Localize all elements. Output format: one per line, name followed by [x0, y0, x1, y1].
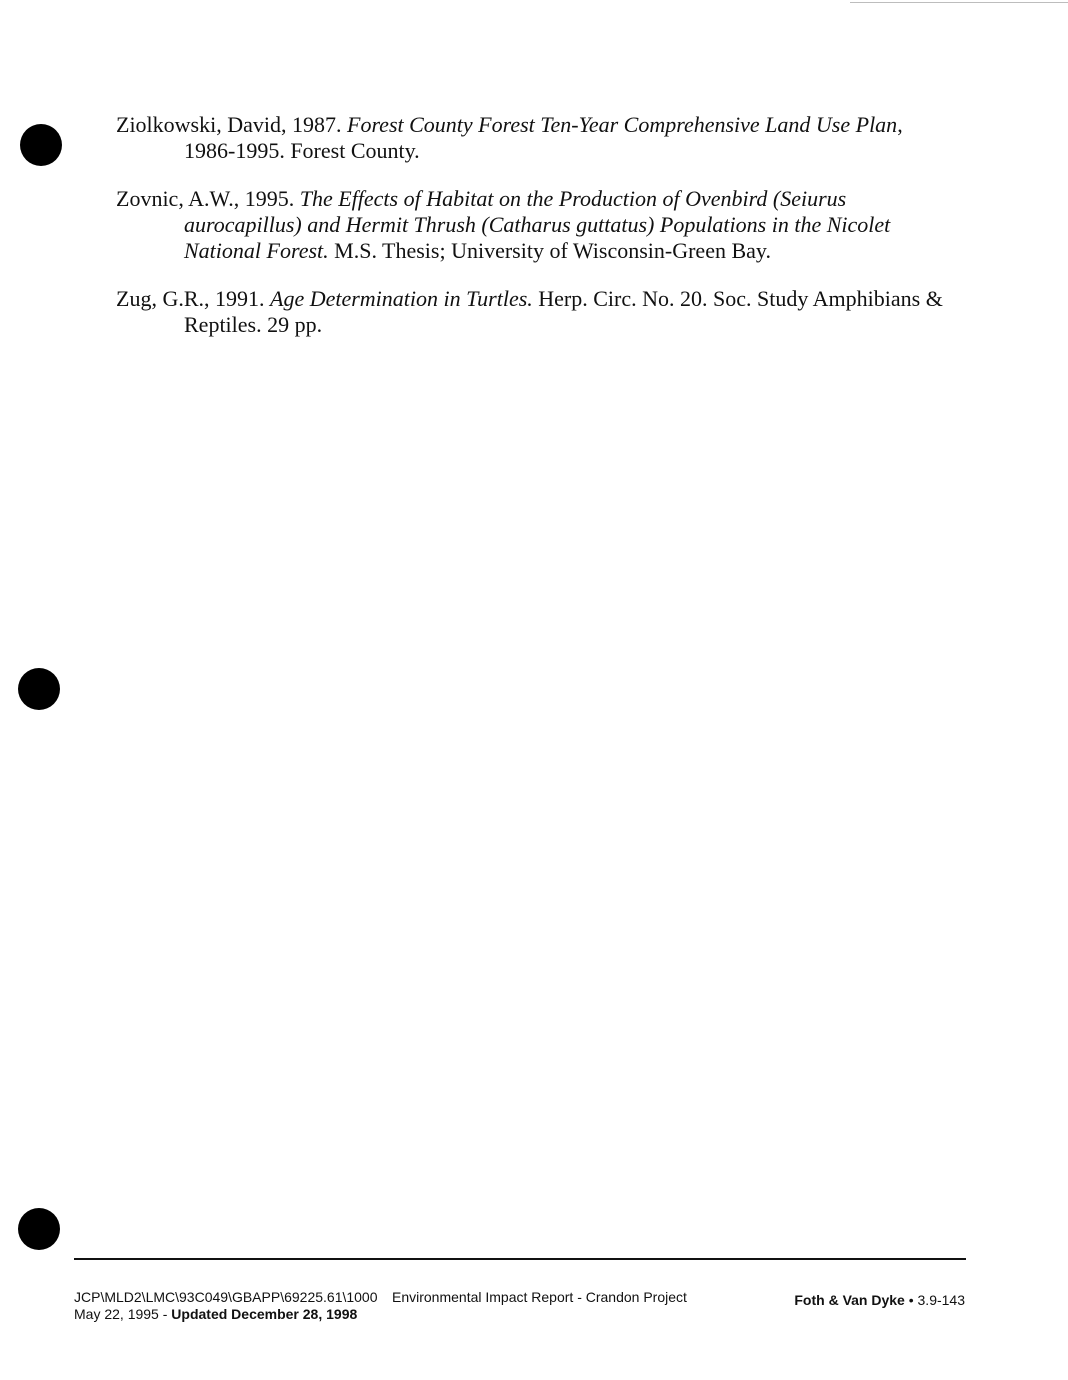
- footer-file-info: [74, 1289, 378, 1323]
- reference-details: M.S. Thesis; University of Wisconsin-Green Bay.: [334, 238, 771, 263]
- footer-file-path: JCP\MLD2\LMC\93C049\GBAPP\69225.61\1000: [74, 1289, 378, 1305]
- top-edge-rule: [850, 2, 1068, 3]
- footer-report-title: Environmental Impact Report - Crandon Project: [392, 1289, 687, 1305]
- punch-hole-bottom: [18, 1208, 60, 1250]
- footer-date-original: May 22, 1995 -: [74, 1306, 172, 1322]
- reference-list: [116, 112, 956, 360]
- reference-details: Herp. Circ. No. 20. Soc. Study Amphibians & Reptiles. 29 pp.: [184, 286, 943, 337]
- footer-date-updated: Updated December 28, 1998: [171, 1306, 358, 1322]
- footer-rule: [74, 1258, 966, 1260]
- reference-author-year: Ziolkowski, David, 1987.: [116, 112, 342, 137]
- footer-company: Foth & Van Dyke: [794, 1292, 905, 1308]
- punch-hole-top: [20, 124, 62, 166]
- reference-author-year: Zug, G.R., 1991.: [116, 286, 265, 311]
- reference-entry: [116, 186, 956, 264]
- punch-hole-middle: [18, 668, 60, 710]
- reference-details: , 1986-1995. Forest County.: [184, 112, 903, 163]
- footer-bullet: •: [904, 1292, 918, 1308]
- reference-title: Age Determination in Turtles.: [270, 286, 533, 311]
- footer-page-info: [794, 1292, 965, 1309]
- reference-entry: [116, 112, 956, 164]
- reference-title: The Effects of Habitat on the Production of Ovenbird (Seiurus aurocapillus) and Hermit Thrush (Catharus guttatus) Populations in the Nicolet National Forest.: [184, 186, 891, 263]
- footer-page-number: 3.9-143: [917, 1292, 965, 1308]
- reference-author-year: Zovnic, A.W., 1995.: [116, 186, 295, 211]
- reference-entry: [116, 286, 956, 338]
- reference-title: Forest County Forest Ten-Year Comprehensive Land Use Plan: [347, 112, 898, 137]
- footer-date-line: [74, 1306, 378, 1323]
